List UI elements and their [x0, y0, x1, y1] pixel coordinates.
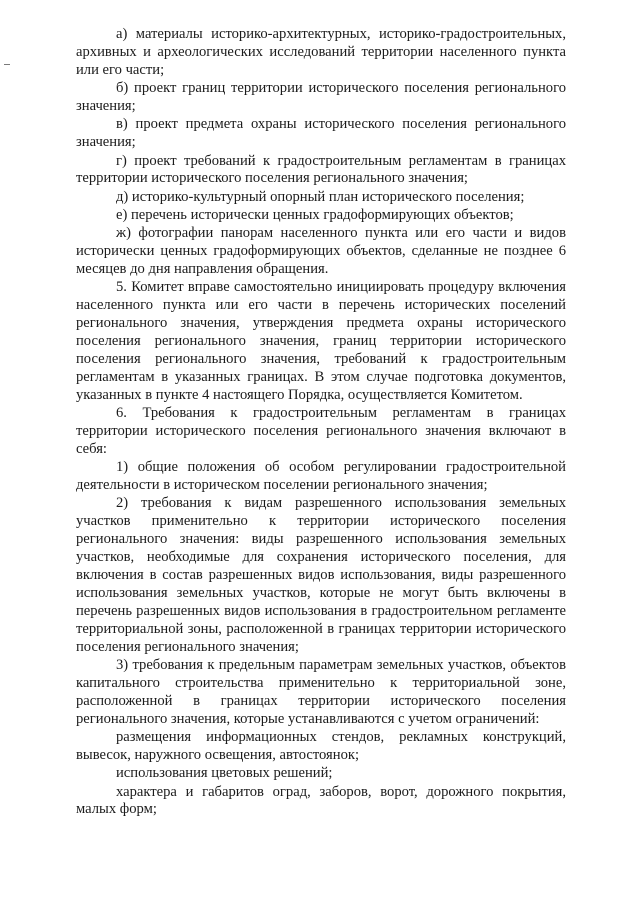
paragraph-e: е) перечень исторически ценных градоформирующих объектов; [116, 207, 514, 224]
paragraph-6: 6. Требования к градостроительным регламентам в границах территории исторического поселения регионального значения включают в себя: [76, 405, 566, 457]
paragraph-6-1: 1) общие положения об особом регулировании градостроительной деятельности в историческом поселении регионального значения; [76, 459, 566, 494]
paragraph-zh: ж) фотографии панорам населенного пункта или его части и видов исторически ценных градоформирующих объектов, сделанные не позднее 6 месяцев до дня направления обращения. [76, 225, 566, 278]
paragraph-v: в) проект предмета охраны исторического поселения регионального значения; [76, 116, 566, 151]
paragraph-6-3: 3) требования к предельным параметрам земельных участков, объектов капитального строительства применительно к территориальной зоне, расположенной в границах территории исторического поселения регионального значения, которые устанавливаются с учетом ограничений: [76, 657, 566, 727]
paragraph-limit-signage: размещения информационных стендов, рекламных конструкций, вывесок, наружного освещения, автостоянок; [76, 729, 566, 763]
paragraph-6-2: 2) требования к видам разрешенного использования земельных участков применительно к территории исторического поселения регионального значения: виды разрешенного использования земельных участков, необходимые для сохранения исторического поселения, для включения в состав разрешенных видов использования, виды разрешенного использования земельных участков, которые не могут быть включены в перечень разрешенных видов использования в градостроительном регламенте территориальной зоны, расположенной в границах территории исторического поселения регионального значения; [76, 495, 566, 655]
paragraph-limit-fences: характера и габаритов оград, заборов, ворот, дорожного покрытия, малых форм; [76, 783, 566, 818]
margin-mark [4, 64, 10, 65]
paragraph-b: б) проект границ территории исторического поселения регионального значения; [76, 80, 566, 115]
paragraph-d: д) историко-культурный опорный план исторического поселения; [116, 188, 525, 205]
paragraph-5: 5. Комитет вправе самостоятельно инициировать процедуру включения населенного пункта или его части в перечень исторических поселений регионального значения, утверждения предмета охраны исторического поселения регионального значения, границ территории исторического поселения регионального значения, требований к градостроительным регламентам в указанных границах. В этом случае подготовка документов, указанных в пункте 4 настоящего Порядка, осуществляется Комитетом. [76, 279, 566, 403]
paragraph-a: а) материалы историко-архитектурных, историко-градостроительных, архивных и археологических исследований территории населенного пункта или его части; [76, 26, 566, 78]
paragraph-g: г) проект требований к градостроительным регламентам в границах территории исторического поселения регионального значения; [76, 152, 566, 187]
paragraph-limit-colors: использования цветовых решений; [116, 765, 333, 782]
document-body [76, 26, 566, 819]
